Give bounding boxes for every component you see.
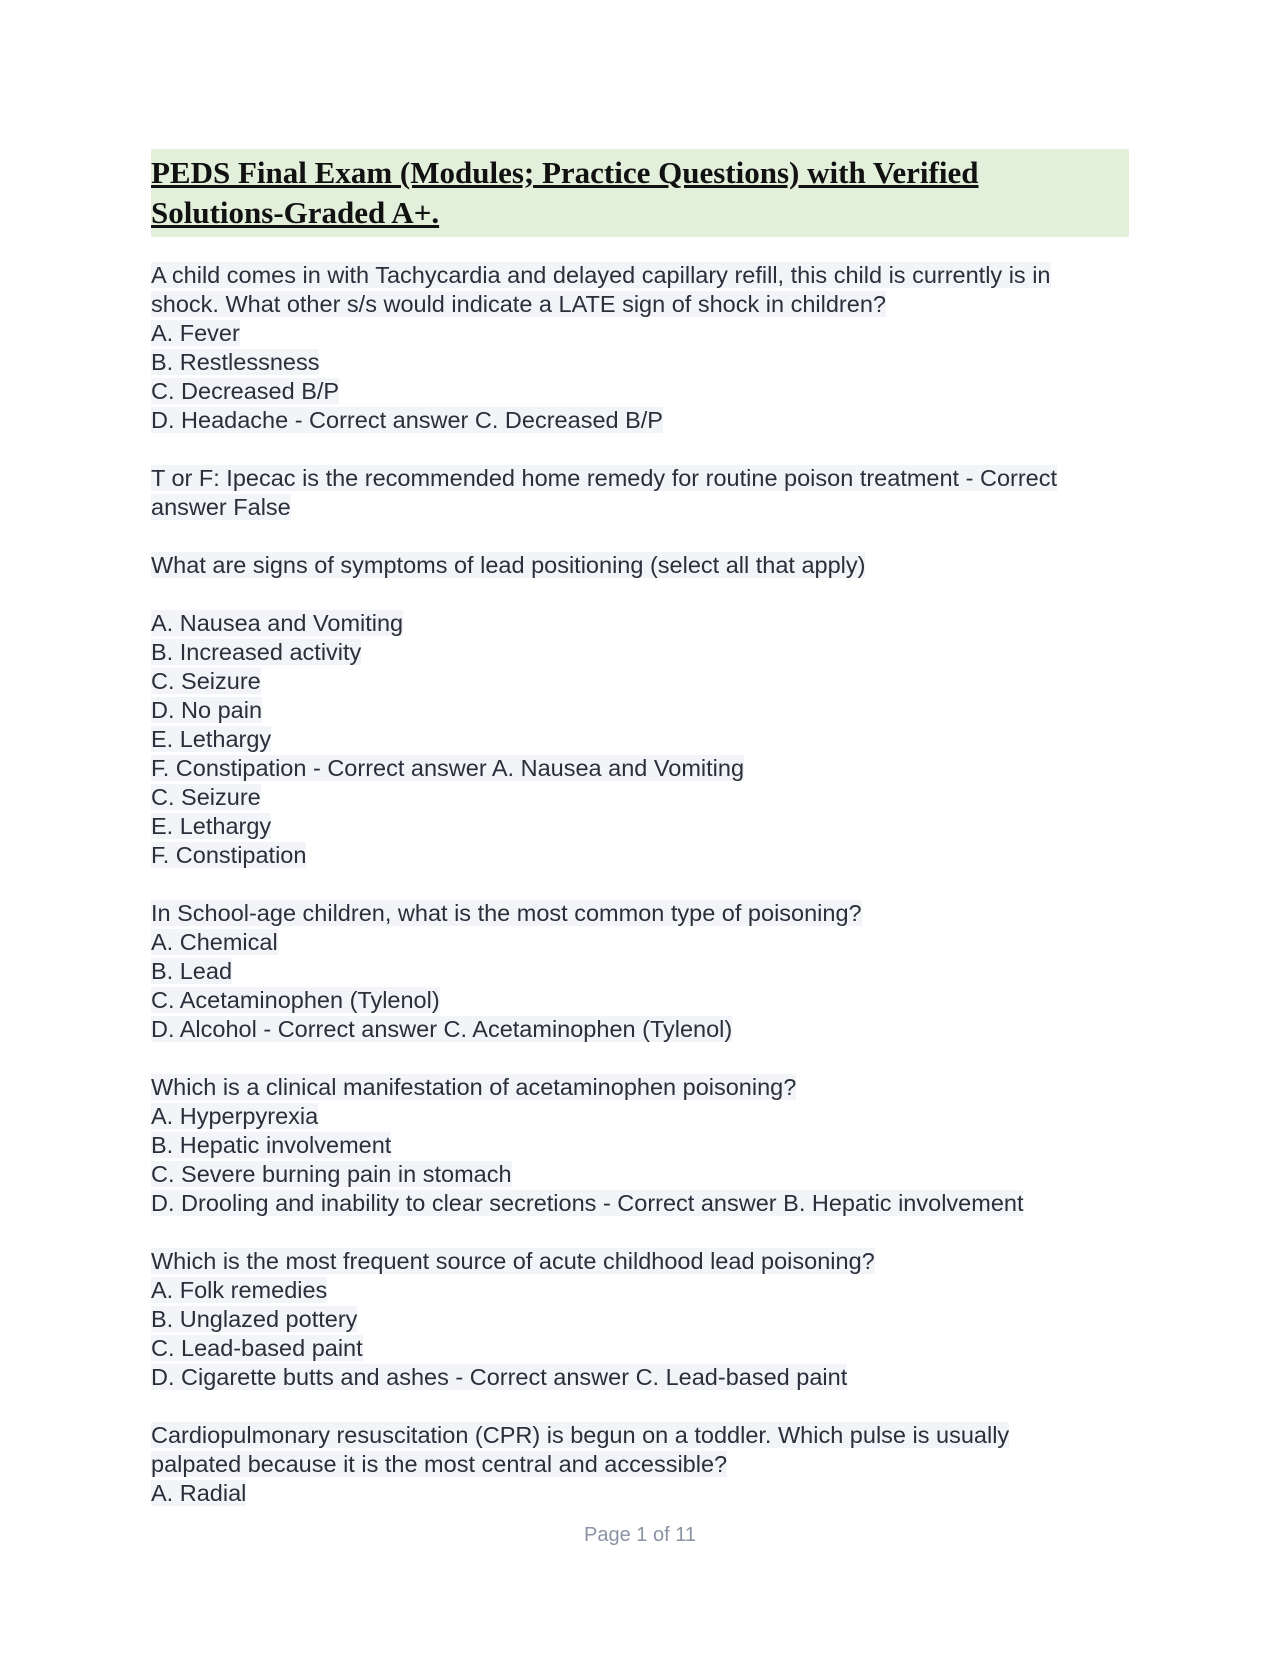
answer-line	[151, 1276, 1129, 1305]
line-text: A. Chemical	[151, 929, 278, 955]
question-text	[151, 1247, 1129, 1276]
question-text	[151, 1073, 1129, 1102]
answer-line	[151, 348, 1129, 377]
line-text: C. Seizure	[151, 668, 261, 694]
line-text: F. Constipation - Correct answer A. Nausea and Vomiting	[151, 755, 745, 781]
answer-line	[151, 1131, 1129, 1160]
line-text: D. Cigarette butts and ashes - Correct answer C. Lead-based paint	[151, 1364, 848, 1390]
answer-line	[151, 1189, 1129, 1218]
line-text: C. Decreased B/P	[151, 378, 340, 404]
answer-line	[151, 783, 1129, 812]
answer-line	[151, 290, 1129, 319]
title-line: PEDS Final Exam (Modules; Practice Questions) with Verified	[151, 155, 979, 190]
answer-line	[151, 1160, 1129, 1189]
title-block	[151, 149, 1129, 237]
answer-line	[151, 696, 1129, 725]
line-text: F. Constipation	[151, 842, 307, 868]
answer-line	[151, 493, 1129, 522]
answer-line	[151, 725, 1129, 754]
answer-line	[151, 1334, 1129, 1363]
line-text: A. Fever	[151, 320, 240, 346]
line-text: C. Severe burning pain in stomach	[151, 1161, 512, 1187]
question-block	[151, 464, 1129, 522]
line-text: answer False	[151, 494, 291, 520]
question-block	[151, 551, 1129, 870]
line-text: D. Headache - Correct answer C. Decreased B/P	[151, 407, 663, 433]
blank-line	[151, 580, 1129, 609]
question-block	[151, 1421, 1129, 1508]
line-text: B. Increased activity	[151, 639, 362, 665]
question-block	[151, 1247, 1129, 1392]
line-text: C. Seizure	[151, 784, 261, 810]
line-text: What are signs of symptoms of lead positioning (select all that apply)	[151, 552, 866, 578]
line-text: Which is a clinical manifestation of acetaminophen poisoning?	[151, 1074, 797, 1100]
answer-line	[151, 754, 1129, 783]
line-text: E. Lethargy	[151, 813, 272, 839]
line-text: E. Lethargy	[151, 726, 272, 752]
answer-line	[151, 986, 1129, 1015]
answer-line	[151, 841, 1129, 870]
answer-line	[151, 957, 1129, 986]
answer-line	[151, 812, 1129, 841]
answer-line	[151, 1015, 1129, 1044]
title-line: Solutions-Graded A+.	[151, 195, 440, 230]
answer-line	[151, 377, 1129, 406]
line-text: C. Lead-based paint	[151, 1335, 363, 1361]
answer-line	[151, 319, 1129, 348]
document-title	[151, 153, 1127, 233]
page-number: Page 1 of 11	[584, 1524, 696, 1546]
question-block	[151, 899, 1129, 1044]
answer-line	[151, 1363, 1129, 1392]
line-text: D. No pain	[151, 697, 263, 723]
line-text: B. Restlessness	[151, 349, 320, 375]
line-text: A child comes in with Tachycardia and delayed capillary refill, this child is currently is in	[151, 262, 1051, 288]
document-page	[151, 149, 1129, 1537]
question-text	[151, 261, 1129, 290]
question-text	[151, 899, 1129, 928]
line-text: T or F: Ipecac is the recommended home remedy for routine poison treatment - Correct	[151, 465, 1058, 491]
question-block	[151, 261, 1129, 435]
line-text: A. Radial	[151, 1480, 247, 1506]
line-text: palpated because it is the most central and accessible?	[151, 1451, 728, 1477]
line-text: A. Nausea and Vomiting	[151, 610, 404, 636]
line-text: A. Folk remedies	[151, 1277, 328, 1303]
question-text	[151, 1421, 1129, 1450]
line-text: B. Unglazed pottery	[151, 1306, 358, 1332]
answer-line	[151, 609, 1129, 638]
answer-line	[151, 638, 1129, 667]
line-text: Cardiopulmonary resuscitation (CPR) is begun on a toddler. Which pulse is usually	[151, 1422, 1010, 1448]
answer-line	[151, 1305, 1129, 1334]
line-text: D. Alcohol - Correct answer C. Acetaminophen (Tylenol)	[151, 1016, 733, 1042]
question-block	[151, 1073, 1129, 1218]
line-text: Which is the most frequent source of acute childhood lead poisoning?	[151, 1248, 875, 1274]
question-text	[151, 464, 1129, 493]
line-text: B. Hepatic involvement	[151, 1132, 392, 1158]
line-text: A. Hyperpyrexia	[151, 1103, 319, 1129]
answer-line	[151, 406, 1129, 435]
line-text: D. Drooling and inability to clear secretions - Correct answer B. Hepatic involvement	[151, 1190, 1024, 1216]
answer-line	[151, 928, 1129, 957]
line-text: B. Lead	[151, 958, 233, 984]
answer-line	[151, 1102, 1129, 1131]
question-text	[151, 551, 1129, 580]
answer-line	[151, 1450, 1129, 1479]
answer-line	[151, 667, 1129, 696]
line-text: shock. What other s/s would indicate a LATE sign of shock in children?	[151, 291, 886, 317]
line-text: C. Acetaminophen (Tylenol)	[151, 987, 440, 1013]
question-list	[151, 261, 1129, 1508]
line-text: In School-age children, what is the most common type of poisoning?	[151, 900, 862, 926]
answer-line	[151, 1479, 1129, 1508]
